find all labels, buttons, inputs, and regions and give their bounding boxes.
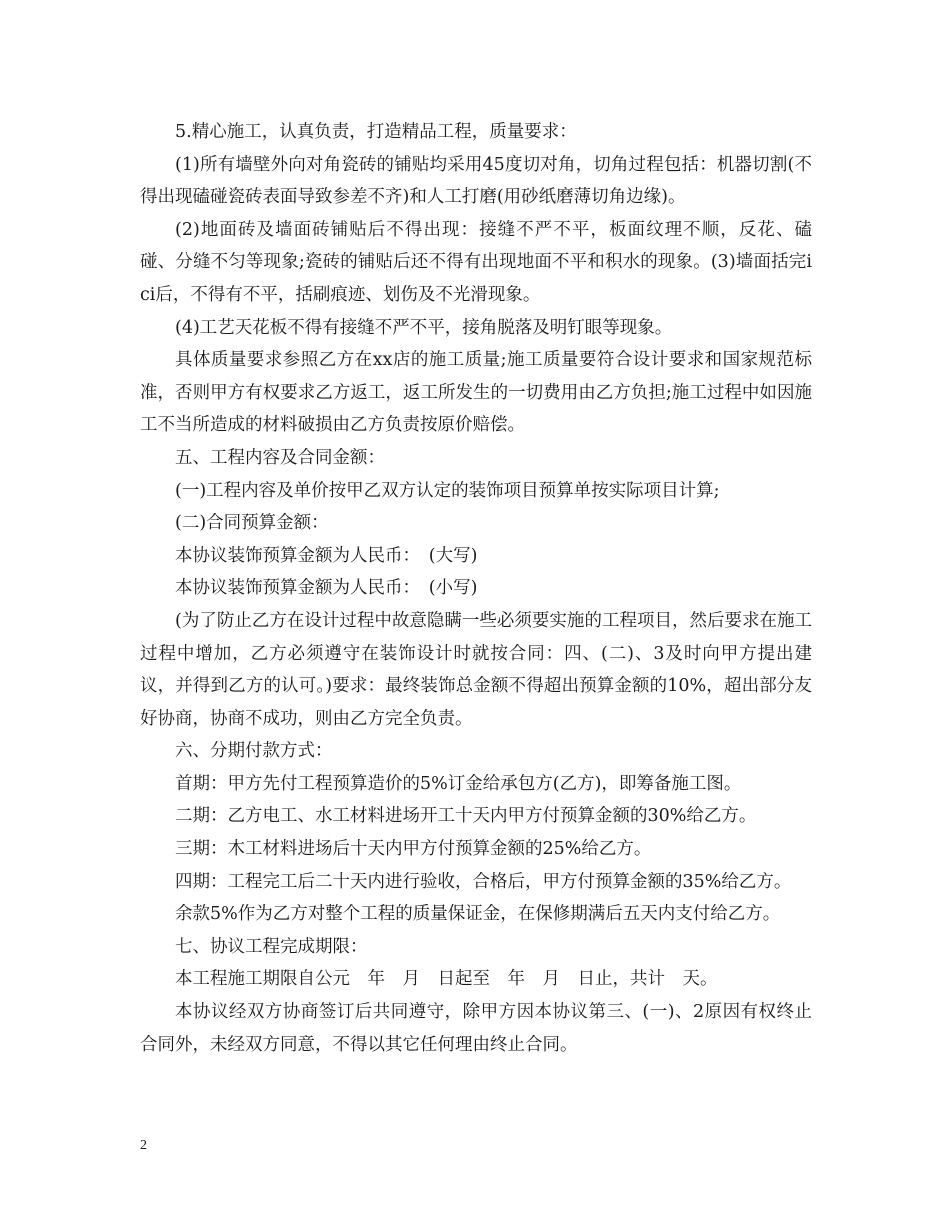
section-heading-five: 五、工程内容及合同金额： <box>175 447 385 468</box>
page-number: 2 <box>140 1138 147 1153</box>
section-heading-seven: 七、协议工程完成期限： <box>175 936 368 957</box>
paragraph-termination: 本协议经双方协商签订后共同遵守，除甲方因本协议第三、(一)、2原因有权终止合同外，未经双方同意，不得以其它任何理由终止合同。 <box>140 1002 812 1055</box>
paragraph-construction-period: 本工程施工期限自公元 年 月 日起至 年 月 日止，共计 天。 <box>175 969 718 990</box>
paragraph-quality-heading: 5.精心施工，认真负责，打造精品工程，质量要求： <box>175 122 577 142</box>
document-body <box>140 116 812 1061</box>
paragraph-quality-item-4: (4)工艺天花板不得有接缝不严不平，接角脱落及明钉眼等现象。 <box>175 317 673 338</box>
paragraph-budget-heading: (二)合同预算金额： <box>175 513 329 534</box>
paragraph-payment-second: 二期：乙方电工、水工材料进场开工十天内甲方付预算金额的30%给乙方。 <box>175 806 757 827</box>
paragraph-quality-item-1: (1)所有墙壁外向对角瓷砖的铺贴均采用45度切对角，切角过程包括：机器切割(不得出现磕碰瓷砖表面导致参差不齐)和人工打磨(用砂纸磨薄切角边缘)。 <box>140 154 812 208</box>
paragraph-quality-reference: 具体质量要求参照乙方在xx店的施工质量;施工质量要符合设计要求和国家规范标准，否则甲方有权要求乙方返工，返工所发生的一切费用由乙方负担;施工过程中如因施工不当所造成的材料破损由乙方负责按原价赔偿。 <box>140 350 812 436</box>
paragraph-contract-content: (一)工程内容及单价按甲乙双方认定的装饰项目预算单按实际项目计算; <box>175 480 720 501</box>
paragraph-payment-third: 三期：木工材料进场后十天内甲方付预算金额的25%给乙方。 <box>175 839 652 860</box>
paragraph-budget-uppercase: 本协议装饰预算金额为人民币： (大写) <box>175 545 478 566</box>
section-heading-six: 六、分期付款方式： <box>175 741 333 762</box>
paragraph-budget-note: (为了防止乙方在设计过程中故意隐瞒一些必须要实施的工程项目，然后要求在施工过程中增加，乙方必须遵守在装饰设计时就按合同：四、(二)、3及时向甲方提出建议，并得到乙方的认可。)要求：最终装饰总金额不得超出预算金额的10%，超出部分友好协商，协商不成功，则由乙方完全负责。 <box>140 610 812 729</box>
paragraph-payment-fourth: 四期：工程完工后二十天内进行验收，合格后，甲方付预算金额的35%给乙方。 <box>175 871 792 892</box>
paragraph-budget-lowercase: 本协议装饰预算金额为人民币： (小写) <box>175 578 478 599</box>
paragraph-payment-first: 首期：甲方先付工程预算造价的5%订金给承包方(乙方)，即筹备施工图。 <box>175 773 742 794</box>
paragraph-payment-balance: 余款5%作为乙方对整个工程的质量保证金，在保修期满后五天内支付给乙方。 <box>175 904 781 925</box>
paragraph-quality-item-2-3: (2)地面砖及墙面砖铺贴后不得出现：接缝不严不平，板面纹理不顺，反花、磕碰、分缝不匀等现象;瓷砖的铺贴后还不得有出现地面不平和积水的现象。(3)墙面括完ici后，不得有不平，括刷痕迹、划伤及不光滑现象。 <box>140 219 812 305</box>
